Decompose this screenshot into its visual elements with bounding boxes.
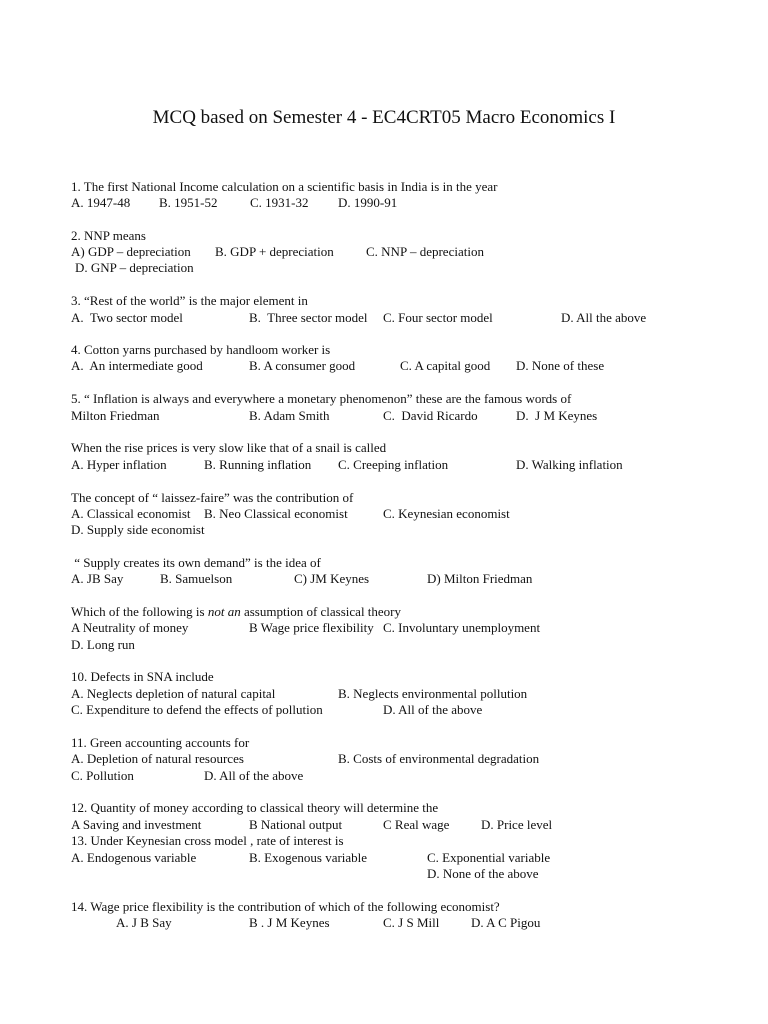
option-d: D. Long run [71,637,135,652]
option-c: C. A capital good [400,358,491,373]
option-a: A. Endogenous variable [71,850,197,865]
option-d: D. All of the above [383,702,483,717]
option-a: A. Neglects depletion of natural capital [71,686,276,701]
option-a: A. Depletion of natural resources [71,751,244,766]
question-stem: When the rise prices is very slow like that of a snail is called [71,440,387,455]
option-b: B. Samuelson [160,571,233,586]
question-stem: “ Supply creates its own demand” is the idea of [71,555,321,570]
option-c: C. 1931-32 [250,195,309,210]
option-a: A. JB Say [71,571,124,586]
option-d: D. GNP – depreciation [75,260,194,275]
option-a: A. An intermediate good [71,358,203,373]
option-a: A. J B Say [116,915,172,930]
question-stem: Which of the following is not an assumption of classical theory [71,604,402,619]
option-d: D. Supply side economist [71,522,205,537]
option-d: D. Price level [481,817,553,832]
option-b: B. Costs of environmental degradation [338,751,540,766]
option-c: C) JM Keynes [294,571,370,586]
option-a: A. Two sector model [71,310,183,325]
option-c: C. Four sector model [383,310,493,325]
question-stem: 11. Green accounting accounts for [71,735,250,750]
option-b: B. 1951-52 [159,195,218,210]
option-d: D. All the above [561,310,647,325]
option-d: D) Milton Friedman [427,571,533,586]
option-b: B . J M Keynes [249,915,330,930]
question-stem: The concept of “ laissez-faire” was the contribution of [71,490,354,505]
option-a: A. Classical economist [71,506,191,521]
option-c: C. Exponential variable [427,850,551,865]
option-c: C. Expenditure to defend the effects of pollution [71,702,323,717]
option-d: D. A C Pigou [471,915,541,930]
question-stem: 2. NNP means [71,228,146,243]
question-stem: 5. “ Inflation is always and everywhere a monetary phenomenon” these are the famous words of [71,391,572,406]
option-b: B. Adam Smith [249,408,330,423]
question-stem: 12. Quantity of money according to classical theory will determine the [71,800,439,815]
option-a: A. 1947-48 [71,195,131,210]
option-d: D. Walking inflation [516,457,623,472]
option-a: Milton Friedman [71,408,160,423]
option-c: C Real wage [383,817,450,832]
option-b: B. A consumer good [249,358,356,373]
option-b: B Wage price flexibility [249,620,374,635]
question-stem: 1. The first National Income calculation on a scientific basis in India is in the year [71,179,498,194]
option-a: A) GDP – depreciation [71,244,191,259]
option-b: B National output [249,817,343,832]
option-b: B. Neo Classical economist [204,506,348,521]
option-b: B. Neglects environmental pollution [338,686,528,701]
option-c: C. Keynesian economist [383,506,510,521]
question-stem: 3. “Rest of the world” is the major element in [71,293,308,308]
option-b: B. GDP + depreciation [215,244,334,259]
option-c: C. Pollution [71,768,134,783]
option-d: D. All of the above [204,768,304,783]
option-d: D. 1990-91 [338,195,398,210]
option-b: B. Running inflation [204,457,312,472]
option-d: D. None of the above [427,866,539,881]
option-b: B. Three sector model [249,310,368,325]
question-stem: 10. Defects in SNA include [71,669,214,684]
question-stem: 4. Cotton yarns purchased by handloom worker is [71,342,331,357]
option-c: C. Creeping inflation [338,457,449,472]
option-a: A. Hyper inflation [71,457,167,472]
option-c: C. J S Mill [383,915,440,930]
option-b: B. Exogenous variable [249,850,368,865]
option-c: C. David Ricardo [383,408,478,423]
option-d: D. J M Keynes [516,408,598,423]
option-c: C. Involuntary unemployment [383,620,541,635]
option-c: C. NNP – depreciation [366,244,484,259]
option-a: A Saving and investment [71,817,202,832]
option-a: A Neutrality of money [71,620,189,635]
page-title: MCQ based on Semester 4 - EC4CRT05 Macro Economics I [152,107,616,128]
question-stem: 14. Wage price flexibility is the contribution of which of the following economist? [71,899,500,914]
option-d: D. None of these [516,358,605,373]
question-stem: 13. Under Keynesian cross model , rate of interest is [71,833,344,848]
